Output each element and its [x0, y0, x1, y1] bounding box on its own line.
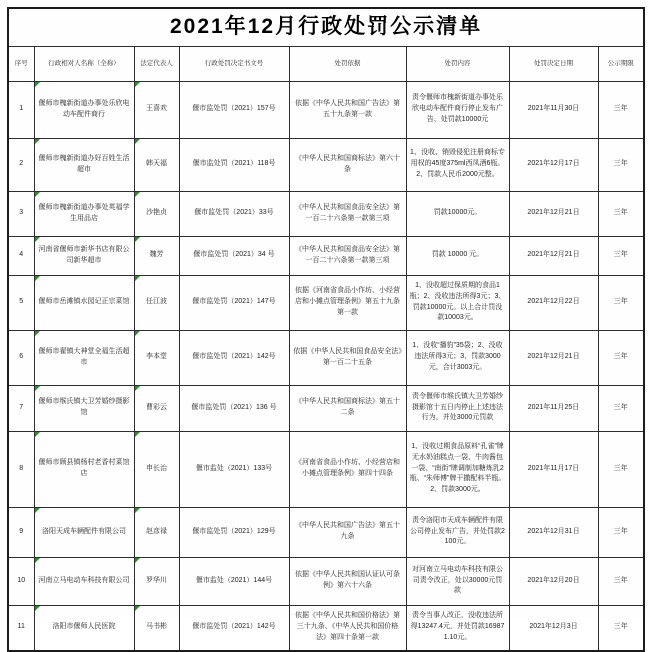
- cell-name: [34, 431, 134, 507]
- corner-marker-icon: [35, 139, 40, 144]
- cell-basis: [289, 605, 406, 651]
- cell-basis: [289, 236, 406, 275]
- cell-text: 偃师市岳滩镇水园记正宗菜馆: [38, 298, 130, 306]
- cell-legal-rep: [134, 81, 179, 138]
- cell-basis: [289, 330, 406, 385]
- cell-period: [598, 385, 644, 431]
- cell-date: [509, 138, 598, 191]
- cell-text: 偃师市槐新街道办事处英福学生用品店: [38, 203, 130, 222]
- column-header-period: 公示期限: [598, 46, 644, 81]
- cell-doc-no: [179, 431, 289, 507]
- table-row: [8, 236, 644, 275]
- cell-no: [8, 431, 34, 507]
- cell-text: 10: [17, 576, 26, 584]
- cell-text: 4: [19, 251, 24, 259]
- corner-marker-icon: [35, 508, 40, 513]
- cell-text: 1、没收、销毁侵犯注册商标专用权的45度375ml西凤酒6瓶。 2、罚款人民币2000元整。: [410, 149, 505, 178]
- cell-legal-rep: [134, 275, 179, 330]
- cell-legal-rep: [134, 605, 179, 651]
- cell-text: 罚款10000元。: [433, 209, 482, 217]
- cell-text: 河南立马电动车科技有限公司: [38, 576, 130, 584]
- cell-basis: [289, 431, 406, 507]
- cell-text: 魏芳: [149, 251, 164, 259]
- cell-text: 责令当事人改正，没收违法所得13247.4元，并处罚款169871.10元。: [410, 612, 505, 641]
- cell-content: [406, 138, 509, 191]
- cell-date: [509, 507, 598, 557]
- cell-basis: [289, 385, 406, 431]
- cell-period: [598, 138, 644, 191]
- corner-marker-icon: [135, 82, 140, 87]
- cell-date: [509, 191, 598, 236]
- cell-text: 2021年11月30日: [527, 105, 580, 113]
- cell-name: [34, 275, 134, 330]
- corner-marker-icon: [135, 276, 140, 281]
- cell-name: [34, 81, 134, 138]
- cell-text: 马书彬: [146, 623, 167, 631]
- cell-basis: [289, 557, 406, 605]
- cell-text: 1、没收过期食品原料“孔雀”牌无水奶油糕点一袋、牛肉酱包一袋、“南街”牌调制加糖炼乳2瓶、“朱师傅”牌干撒配料半瓶。 2、罚款3000元。: [409, 442, 506, 494]
- corner-marker-icon: [135, 331, 140, 336]
- table-row: [8, 330, 644, 385]
- cell-text: 罚款 10000 元。: [431, 251, 484, 259]
- cell-text: 2021年12月22日: [527, 298, 580, 306]
- cell-text: 河南省偃师市新华书店有限公司新华超市: [38, 245, 130, 264]
- corner-marker-icon: [135, 432, 140, 437]
- cell-content: [406, 431, 509, 507]
- cell-no: [8, 81, 34, 138]
- cell-period: [598, 191, 644, 236]
- cell-text: 2021年12月20日: [527, 576, 580, 584]
- cell-no: [8, 275, 34, 330]
- table-row: [8, 191, 644, 236]
- cell-basis: [289, 138, 406, 191]
- cell-period: [598, 275, 644, 330]
- cell-text: 三年: [613, 160, 628, 168]
- cell-text: 1、没收超过保质期的食品1瓶；2、没收违法所得3元；3、罚款10000元。以上合计罚没款10003元。: [409, 281, 506, 322]
- corner-marker-icon: [135, 558, 140, 563]
- cell-text: 6: [19, 353, 24, 361]
- cell-period: [598, 605, 644, 651]
- cell-date: [509, 236, 598, 275]
- cell-text: 依据《中华人民共和国广告法》第五十九条第一款: [295, 99, 400, 118]
- cell-text: 依据《中华人民共和国价格法》第三十九条、《中华人民共和国价格法》第四十条第一款: [295, 612, 400, 641]
- cell-name: [34, 138, 134, 191]
- table-header-row: [8, 46, 644, 81]
- cell-text: 《中华人民共和国广告法》第五十九条: [295, 522, 400, 541]
- page-title: 2021年12月行政处罚公示清单: [8, 8, 644, 46]
- cell-text: 2021年12月3日: [529, 623, 578, 631]
- cell-doc-no: [179, 275, 289, 330]
- corner-marker-icon: [35, 558, 40, 563]
- cell-date: [509, 431, 598, 507]
- table-row: [8, 385, 644, 431]
- cell-text: 偃市监处罚（2021）142号: [192, 623, 276, 631]
- cell-name: [34, 236, 134, 275]
- cell-text: 偃师市槐新街道办好百姓生活超市: [38, 154, 130, 173]
- cell-text: 偃市监处（2021）133号: [195, 464, 273, 472]
- cell-text: 偃师市翟镇大神堂全福生活超市: [38, 347, 130, 366]
- column-header-legal-rep: 法定代表人: [134, 46, 179, 81]
- cell-period: [598, 507, 644, 557]
- cell-doc-no: [179, 330, 289, 385]
- cell-text: 2: [19, 160, 24, 168]
- cell-text: 依据《中华人民共和国认证认可条例》第六十六条: [295, 571, 400, 590]
- table-row: [8, 275, 644, 330]
- cell-name: [34, 191, 134, 236]
- cell-text: 三年: [613, 576, 628, 584]
- cell-doc-no: [179, 236, 289, 275]
- cell-text: 《河南省食品小作坊、小经营店和小摊点管理条例》第四十四条: [295, 459, 400, 478]
- cell-text: 7: [19, 403, 24, 411]
- column-header-date: 处罚决定日期: [509, 46, 598, 81]
- cell-no: [8, 330, 34, 385]
- cell-basis: [289, 275, 406, 330]
- cell-text: 赵彦禄: [146, 527, 167, 535]
- cell-content: [406, 330, 509, 385]
- cell-doc-no: [179, 507, 289, 557]
- cell-text: 偃师市槐新街道办事处乐欣电动车配件商行: [38, 99, 130, 118]
- cell-text: 《中华人民共和国食品安全法》第一百二十六条第一款第三项: [295, 245, 400, 264]
- cell-date: [509, 275, 598, 330]
- cell-legal-rep: [134, 431, 179, 507]
- cell-doc-no: [179, 138, 289, 191]
- cell-text: 洛阳市偃师人民医院: [52, 623, 116, 631]
- cell-text: 曹彩云: [146, 403, 167, 411]
- corner-marker-icon: [135, 386, 140, 391]
- table-row: [8, 81, 644, 138]
- cell-text: 责令偃师市槐新街道办事处乐欣电动车配件商行停止发布广告、处罚款10000元: [412, 94, 503, 123]
- corner-marker-icon: [135, 192, 140, 197]
- cell-content: [406, 275, 509, 330]
- cell-period: [598, 236, 644, 275]
- cell-doc-no: [179, 605, 289, 651]
- cell-date: [509, 81, 598, 138]
- cell-text: 5: [19, 298, 24, 306]
- cell-period: [598, 330, 644, 385]
- cell-doc-no: [179, 81, 289, 138]
- cell-legal-rep: [134, 236, 179, 275]
- cell-text: 偃市监处罚（2021）118号: [192, 160, 276, 168]
- cell-text: 偃师市缑氏镇大卫芳婚纱摄影馆: [38, 398, 130, 417]
- cell-text: 《中华人民共和国商标法》第六十条: [295, 154, 400, 173]
- corner-marker-icon: [135, 606, 140, 611]
- cell-no: [8, 507, 34, 557]
- cell-text: 1、没收“播豹”35袋；2、没收违法所得3元；3、罚款3000元，合计3003元。: [412, 342, 503, 371]
- cell-text: 偃市监处罚（2021）34 号: [193, 251, 275, 259]
- cell-text: 李本堂: [146, 353, 167, 361]
- table-row: [8, 138, 644, 191]
- cell-text: 9: [19, 527, 24, 535]
- cell-text: 《中华人民共和国食品安全法》第一百二十六条第一款第三项: [295, 203, 400, 222]
- cell-text: 三年: [613, 251, 628, 259]
- cell-date: [509, 605, 598, 651]
- cell-content: [406, 236, 509, 275]
- table-row: [8, 431, 644, 507]
- corner-marker-icon: [35, 192, 40, 197]
- cell-no: [8, 191, 34, 236]
- cell-doc-no: [179, 191, 289, 236]
- cell-name: [34, 330, 134, 385]
- cell-text: 偃市监处罚（2021）129号: [192, 527, 276, 535]
- cell-text: 偃市监处罚（2021）157号: [192, 105, 276, 113]
- cell-text: 任江波: [146, 298, 167, 306]
- corner-marker-icon: [135, 139, 140, 144]
- cell-text: 11: [17, 623, 25, 631]
- column-header-name: 行政相对人名称（全称）: [34, 46, 134, 81]
- cell-legal-rep: [134, 385, 179, 431]
- cell-legal-rep: [134, 330, 179, 385]
- cell-text: 3: [19, 209, 24, 217]
- corner-marker-icon: [35, 432, 40, 437]
- cell-period: [598, 557, 644, 605]
- cell-legal-rep: [134, 557, 179, 605]
- cell-basis: [289, 507, 406, 557]
- cell-text: 王喜欢: [146, 105, 167, 113]
- cell-doc-no: [179, 385, 289, 431]
- cell-text: 三年: [613, 105, 628, 113]
- cell-text: 偃市监处（2021）144号: [195, 576, 273, 584]
- cell-basis: [289, 81, 406, 138]
- cell-text: 偃市监处罚（2021）136 号: [191, 403, 277, 411]
- cell-text: 偃市监处罚（2021）147号: [192, 298, 276, 306]
- corner-marker-icon: [35, 331, 40, 336]
- cell-no: [8, 557, 34, 605]
- cell-no: [8, 605, 34, 651]
- cell-text: 2021年11月25日: [527, 403, 580, 411]
- cell-name: [34, 605, 134, 651]
- cell-content: [406, 605, 509, 651]
- cell-content: [406, 191, 509, 236]
- cell-text: 依据《河南省食品小作坊、小经营店和小摊点管理条例》第五十九条第一款: [295, 287, 400, 316]
- corner-marker-icon: [35, 237, 40, 242]
- cell-text: 责令洛阳市天成车辆配件有限公司停止发布广告，并处罚款2100元。: [410, 516, 505, 546]
- cell-text: 韩天福: [146, 160, 167, 168]
- cell-legal-rep: [134, 138, 179, 191]
- cell-basis: [289, 191, 406, 236]
- cell-text: 三年: [613, 209, 628, 217]
- table-row: [8, 605, 644, 651]
- cell-text: 责令偃师市缑氏镇大卫芳婚纱摄影馆十五日内停止上述违法行为，并处3000元罚款: [412, 392, 503, 422]
- cell-text: 申长治: [146, 464, 167, 472]
- cell-text: 2021年12月21日: [527, 209, 580, 217]
- cell-text: 三年: [613, 527, 628, 535]
- corner-marker-icon: [35, 82, 40, 87]
- table-row: [8, 507, 644, 557]
- cell-text: 2021年12月21日: [527, 353, 580, 361]
- title-row: [8, 8, 644, 46]
- cell-content: [406, 507, 509, 557]
- cell-no: [8, 385, 34, 431]
- cell-text: 三年: [613, 298, 628, 306]
- cell-name: [34, 385, 134, 431]
- corner-marker-icon: [35, 386, 40, 391]
- corner-marker-icon: [35, 276, 40, 281]
- cell-text: 三年: [613, 353, 628, 361]
- corner-marker-icon: [35, 606, 40, 611]
- cell-text: 2021年12月31日: [527, 527, 580, 535]
- cell-no: [8, 138, 34, 191]
- corner-marker-icon: [135, 508, 140, 513]
- cell-date: [509, 385, 598, 431]
- cell-date: [509, 330, 598, 385]
- cell-legal-rep: [134, 191, 179, 236]
- cell-text: 1: [19, 105, 24, 113]
- cell-date: [509, 557, 598, 605]
- cell-text: 2021年11月17日: [527, 464, 580, 472]
- cell-name: [34, 557, 134, 605]
- column-header-no: 序号: [8, 46, 34, 81]
- column-header-doc-no: 行政处罚决定书文号: [179, 46, 289, 81]
- cell-period: [598, 431, 644, 507]
- column-header-basis: 处罚依据: [289, 46, 406, 81]
- cell-period: [598, 81, 644, 138]
- cell-text: 对河南立马电动车科技有限公司责令改正，处以30000元罚款: [412, 565, 503, 595]
- corner-marker-icon: [135, 237, 140, 242]
- cell-text: 洛阳天成车辆配件有限公司: [42, 527, 126, 535]
- cell-no: [8, 236, 34, 275]
- cell-text: 8: [19, 464, 24, 472]
- cell-content: [406, 81, 509, 138]
- cell-text: 偃市监处罚（2021）33号: [194, 209, 274, 217]
- cell-text: 2021年12月17日: [527, 160, 580, 168]
- cell-text: 偃师市顾县镇杨村老香村菜馆店: [38, 459, 130, 478]
- cell-text: 2021年12月21日: [527, 251, 580, 259]
- cell-text: 罗华川: [146, 576, 167, 584]
- column-header-content: 处罚内容: [406, 46, 509, 81]
- cell-doc-no: [179, 557, 289, 605]
- cell-text: 《中华人民共和国商标法》第五十二条: [295, 398, 400, 417]
- cell-text: 沙艳贞: [146, 209, 167, 217]
- cell-content: [406, 385, 509, 431]
- cell-text: 三年: [613, 623, 628, 631]
- cell-text: 三年: [613, 403, 628, 411]
- cell-legal-rep: [134, 507, 179, 557]
- table-row: [8, 557, 644, 605]
- cell-text: 偃市监处罚（2021）142号: [192, 353, 276, 361]
- cell-content: [406, 557, 509, 605]
- cell-text: 三年: [613, 464, 628, 472]
- cell-name: [34, 507, 134, 557]
- penalty-table: [7, 7, 645, 652]
- cell-text: 依据《中华人民共和国食品安全法》第一百二十五条: [293, 347, 402, 366]
